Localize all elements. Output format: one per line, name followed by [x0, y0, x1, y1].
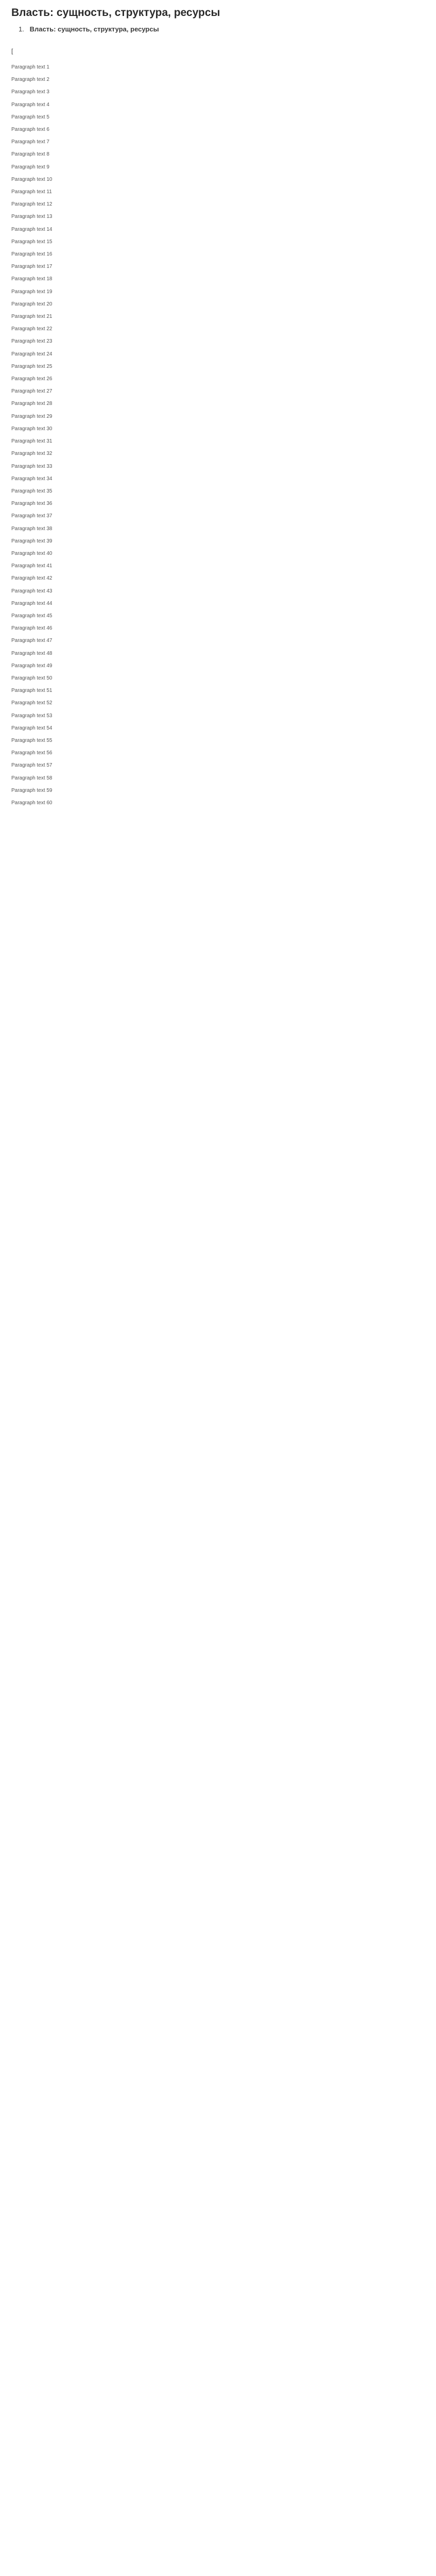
- paragraph: Paragraph text 31: [11, 438, 53, 445]
- paragraph: Paragraph text 30: [11, 426, 53, 432]
- paragraph: Paragraph text 46: [11, 625, 53, 632]
- paragraph: Paragraph text 5: [11, 114, 49, 120]
- paragraph: Paragraph text 29: [11, 413, 53, 419]
- paragraph: Paragraph text 44: [11, 600, 53, 606]
- paragraph: Paragraph text 23: [11, 338, 53, 345]
- section-heading-text: Власть: сущность, структура, ресурсы: [29, 25, 159, 33]
- paragraph: Paragraph text 16: [11, 251, 53, 258]
- paragraph: Paragraph text 41: [11, 563, 53, 569]
- paragraph: Paragraph text 33: [11, 463, 53, 469]
- paragraph: Paragraph text 38: [11, 526, 53, 532]
- document-body: [11, 64, 425, 807]
- paragraph: Paragraph text 49: [11, 663, 53, 669]
- paragraph: Paragraph text 4: [11, 101, 49, 108]
- paragraph: Paragraph text 32: [11, 451, 53, 457]
- paragraph: Paragraph text 36: [11, 501, 53, 507]
- paragraph: Paragraph text 39: [11, 538, 53, 544]
- paragraph: Paragraph text 9: [11, 164, 49, 170]
- paragraph: Paragraph text 56: [11, 750, 53, 756]
- paragraph: Paragraph text 6: [11, 127, 49, 133]
- paragraph: Paragraph text 3: [11, 89, 49, 95]
- paragraph: Paragraph text 51: [11, 688, 53, 694]
- paragraph: Paragraph text 43: [11, 588, 53, 594]
- paragraph: Paragraph text 42: [11, 575, 53, 582]
- paragraph: Paragraph text 60: [11, 800, 53, 806]
- paragraph: Paragraph text 58: [11, 775, 53, 781]
- paragraph: Paragraph text 52: [11, 700, 53, 706]
- page-title: Власть: сущность, структура, ресурсы: [11, 7, 220, 19]
- paragraph: Paragraph text 25: [11, 363, 53, 369]
- paragraph: Paragraph text 47: [11, 638, 53, 644]
- paragraph: Paragraph text 21: [11, 314, 53, 320]
- paragraph: Paragraph text 17: [11, 264, 53, 270]
- paragraph: Paragraph text 34: [11, 476, 53, 482]
- paragraph: Paragraph text 22: [11, 326, 53, 332]
- paragraph: Paragraph text 14: [11, 226, 53, 232]
- section-heading: [11, 25, 425, 34]
- paragraph: Paragraph text 50: [11, 675, 53, 681]
- paragraph: Paragraph text 48: [11, 650, 53, 656]
- paragraph: Paragraph text 7: [11, 139, 49, 145]
- paragraph: Paragraph text 2: [11, 77, 49, 83]
- paragraph: Paragraph text 27: [11, 388, 53, 395]
- paragraph: Paragraph text 12: [11, 201, 53, 208]
- paragraph: Paragraph text 59: [11, 787, 53, 793]
- paragraph: Paragraph text 8: [11, 151, 49, 158]
- paragraph: Paragraph text 53: [11, 713, 53, 719]
- paragraph: Paragraph text 35: [11, 488, 53, 494]
- paragraph: Paragraph text 13: [11, 214, 53, 220]
- paragraph: Paragraph text 55: [11, 737, 53, 743]
- paragraph: Paragraph text 28: [11, 401, 53, 407]
- paragraph: Paragraph text 54: [11, 725, 53, 731]
- paragraph: Paragraph text 19: [11, 289, 53, 295]
- paragraph: Paragraph text 20: [11, 301, 53, 307]
- paragraph: Paragraph text 18: [11, 276, 53, 282]
- section-number: 1.: [19, 25, 24, 33]
- paragraph: Paragraph text 45: [11, 613, 53, 619]
- paragraph: Paragraph text 40: [11, 550, 53, 556]
- paragraph: Paragraph text 26: [11, 376, 53, 382]
- bracket-mark: [: [11, 47, 13, 55]
- paragraph: Paragraph text 11: [11, 189, 52, 195]
- paragraph: Paragraph text 1: [11, 64, 49, 70]
- paragraph: Paragraph text 37: [11, 513, 53, 519]
- paragraph: Paragraph text 57: [11, 762, 53, 769]
- paragraph: Paragraph text 15: [11, 239, 53, 245]
- paragraph: Paragraph text 10: [11, 176, 53, 182]
- paragraph: Paragraph text 24: [11, 351, 53, 357]
